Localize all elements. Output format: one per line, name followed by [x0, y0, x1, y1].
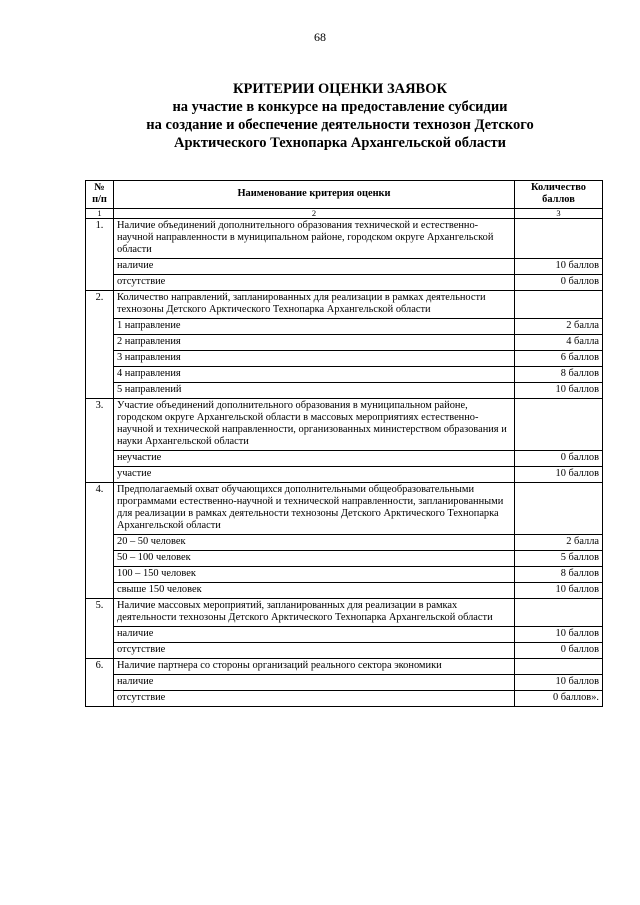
option-label: свыше 150 человек — [114, 583, 515, 599]
option-label: 4 направления — [114, 367, 515, 383]
option-row — [86, 567, 603, 583]
option-score: 8 баллов — [515, 567, 603, 583]
option-row — [86, 383, 603, 399]
criterion-text: Предполагаемый охват обучающихся дополнительными общеобразовательными программами естественно-научной и технической направленности, запланированными для реализации в рамках деятельности технозоны Детского Арктического Технопарка Архангельской области — [114, 483, 515, 535]
option-label: наличие — [114, 675, 515, 691]
option-row — [86, 319, 603, 335]
option-label: наличие — [114, 259, 515, 275]
option-label: 50 – 100 человек — [114, 551, 515, 567]
option-score: 0 баллов». — [515, 691, 603, 707]
criterion-text: Количество направлений, запланированных для реализации в рамках деятельности технозоны Детского Арктического Технопарка Архангельской области — [114, 291, 515, 319]
option-score: 0 баллов — [515, 643, 603, 659]
page-number: 68 — [314, 30, 326, 44]
option-label: участие — [114, 467, 515, 483]
header-name: Наименование критерия оценки — [114, 181, 515, 209]
criterion-row — [86, 659, 603, 675]
criterion-text: Наличие объединений дополнительного образования технической и естественно-научной направленности в муниципальном районе, городском округе Архангельской области — [114, 219, 515, 259]
option-score: 2 балла — [515, 319, 603, 335]
title-line-3: на создание и обеспечение деятельности технозон Детского — [146, 117, 534, 133]
criterion-number: 6. — [86, 659, 114, 707]
option-row — [86, 551, 603, 567]
criterion-row — [86, 483, 603, 535]
criterion-row — [86, 291, 603, 319]
option-row — [86, 643, 603, 659]
option-row — [86, 583, 603, 599]
option-row — [86, 535, 603, 551]
criterion-score-empty — [515, 599, 603, 627]
column-index: 2 — [114, 209, 515, 219]
column-index: 3 — [515, 209, 603, 219]
option-row — [86, 351, 603, 367]
criterion-row — [86, 599, 603, 627]
criterion-number: 2. — [86, 291, 114, 399]
title-line-1: КРИТЕРИИ ОЦЕНКИ ЗАЯВОК — [232, 81, 448, 97]
option-score: 10 баллов — [515, 627, 603, 643]
option-row — [86, 275, 603, 291]
option-score: 10 баллов — [515, 259, 603, 275]
option-row — [86, 367, 603, 383]
header-score: Количество баллов — [515, 181, 603, 209]
criterion-row — [86, 399, 603, 451]
criterion-score-empty — [515, 219, 603, 259]
option-score: 10 баллов — [515, 383, 603, 399]
option-score: 0 баллов — [515, 275, 603, 291]
criterion-row — [86, 219, 603, 259]
criteria-table — [85, 180, 603, 707]
option-score: 0 баллов — [515, 451, 603, 467]
criterion-score-empty — [515, 291, 603, 319]
criterion-score-empty — [515, 399, 603, 451]
option-label: неучастие — [114, 451, 515, 467]
option-row — [86, 451, 603, 467]
option-label: 20 – 50 человек — [114, 535, 515, 551]
column-index: 1 — [86, 209, 114, 219]
option-label: 5 направлений — [114, 383, 515, 399]
option-score: 4 балла — [515, 335, 603, 351]
option-score: 10 баллов — [515, 583, 603, 599]
column-index-row — [86, 209, 603, 219]
criterion-text: Участие объединений дополнительного образования в муниципальном районе, городском округе Архангельской области в массовых мероприятиях естественно-научной и технической направленности, организованных министерством образования и науки Архангельской области — [114, 399, 515, 451]
option-row — [86, 627, 603, 643]
option-row — [86, 691, 603, 707]
option-label: отсутствие — [114, 643, 515, 659]
title-line-2: на участие в конкурсе на предоставление субсидии — [172, 99, 508, 115]
criterion-number: 1. — [86, 219, 114, 291]
option-score: 2 балла — [515, 535, 603, 551]
table-header-row — [86, 181, 603, 209]
option-score: 10 баллов — [515, 675, 603, 691]
header-num: № п/п — [86, 181, 114, 209]
criterion-score-empty — [515, 659, 603, 675]
criterion-number: 4. — [86, 483, 114, 599]
option-row — [86, 335, 603, 351]
criterion-score-empty — [515, 483, 603, 535]
option-score: 6 баллов — [515, 351, 603, 367]
option-label: 3 направления — [114, 351, 515, 367]
option-row — [86, 675, 603, 691]
option-label: наличие — [114, 627, 515, 643]
option-score: 10 баллов — [515, 467, 603, 483]
criterion-text: Наличие партнера со стороны организаций реального сектора экономики — [114, 659, 515, 675]
option-label: отсутствие — [114, 275, 515, 291]
criterion-number: 3. — [86, 399, 114, 483]
option-label: 100 – 150 человек — [114, 567, 515, 583]
document-title — [90, 80, 590, 152]
option-row — [86, 467, 603, 483]
option-score: 5 баллов — [515, 551, 603, 567]
title-line-4: Арктического Технопарка Архангельской области — [174, 135, 506, 151]
option-label: 2 направления — [114, 335, 515, 351]
option-score: 8 баллов — [515, 367, 603, 383]
option-row — [86, 259, 603, 275]
option-label: отсутствие — [114, 691, 515, 707]
option-label: 1 направление — [114, 319, 515, 335]
criterion-text: Наличие массовых мероприятий, запланированных для реализации в рамках деятельности технозоны Детского Арктического Технопарка Архангельской области — [114, 599, 515, 627]
criterion-number: 5. — [86, 599, 114, 659]
